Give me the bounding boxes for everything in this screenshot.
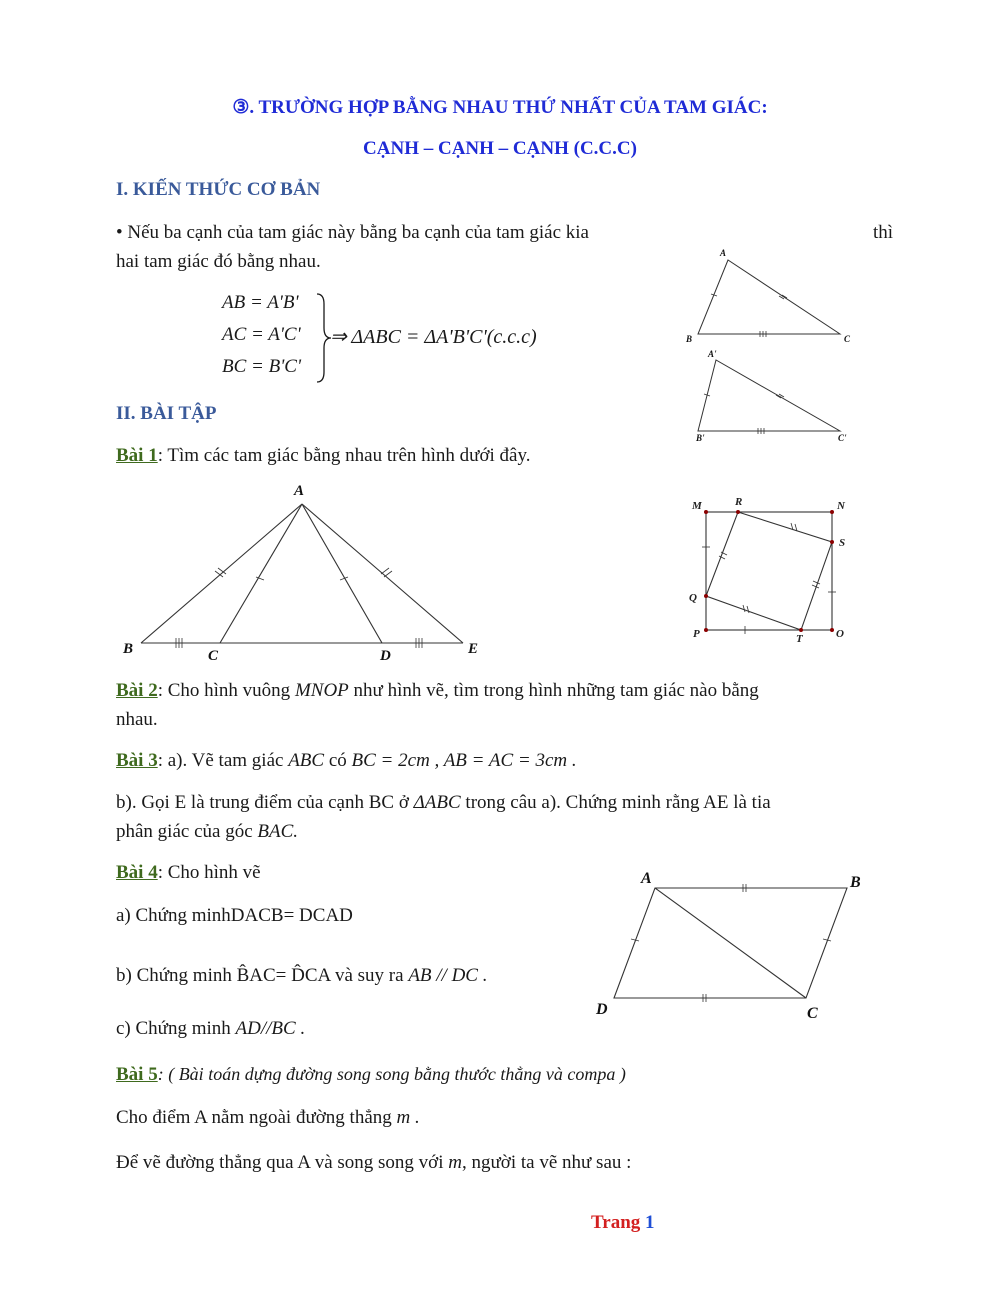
bai3-line2-b: trong câu a). Chứng minh rằng AE là tia xyxy=(465,792,771,813)
bai4-c-text: c) Chứng minh xyxy=(116,1018,231,1039)
formula-eq3: BC = B'C' xyxy=(222,356,302,377)
bai2-label-s: S xyxy=(839,537,846,549)
bai1-label-e: E xyxy=(468,641,479,657)
bai5-line2 xyxy=(116,1148,631,1177)
bai2-label-t: T xyxy=(796,633,803,645)
bai2-label-p: P xyxy=(693,628,700,640)
bai2-label: Bài 2 xyxy=(116,680,158,701)
bai2-line1 xyxy=(116,676,759,705)
bai5-label: Bài 5 xyxy=(116,1064,158,1085)
bai4-parallelogram-figure xyxy=(590,862,875,1027)
bai4-a xyxy=(116,901,353,930)
theorem-statement-line2: hai tam giác đó bằng nhau. xyxy=(116,251,321,272)
bai3-text-a: : a). Vẽ tam giác xyxy=(157,750,284,771)
section-heading-exercises: II. BÀI TẬP xyxy=(116,403,217,424)
bai4-text: : Cho hình vẽ xyxy=(157,862,261,883)
bai1-label-a: A xyxy=(294,483,305,499)
bai5-line2-b: , người ta vẽ như sau : xyxy=(461,1152,632,1173)
bai3-math4: BAC. xyxy=(257,821,299,842)
formula-eq1: AB = A'B' xyxy=(222,292,299,313)
bai5-line2-a: Để vẽ đường thẳng qua A và song song với xyxy=(116,1152,444,1173)
tri2-label-a: A' xyxy=(708,349,717,359)
section-heading-knowledge: I. KIẾN THỨC CƠ BẢN xyxy=(116,179,321,200)
bai3-line2-a: b). Gọi E là trung điểm của cạnh BC ở xyxy=(116,792,409,813)
bai5-line2-m: m xyxy=(448,1152,462,1173)
document-title-line1: ③. TRƯỜNG HỢP BẰNG NHAU THỨ NHẤT CỦA TAM GIÁC: xyxy=(232,97,768,118)
bai5-line1 xyxy=(116,1103,420,1132)
bai4-label-b: B xyxy=(850,874,861,891)
bai4-c xyxy=(116,1014,305,1043)
bai4-b xyxy=(116,961,487,990)
bai2-label-n: N xyxy=(837,500,845,512)
bai2-label-o: O xyxy=(836,628,844,640)
bai1-text: : Tìm các tam giác bằng nhau trên hình dưới đây. xyxy=(157,445,531,466)
bai5-line xyxy=(116,1060,626,1089)
tri2-label-b: B' xyxy=(696,433,705,443)
bai3-line2 xyxy=(116,788,771,817)
tri1-label-c: C xyxy=(844,334,851,344)
bai2-label-m: M xyxy=(692,500,702,512)
theorem-statement-then: thì xyxy=(873,222,894,243)
bai2-line2: nhau. xyxy=(116,709,158,730)
bai1-label-b: B xyxy=(123,641,134,657)
bai3-line1 xyxy=(116,746,577,775)
footer-label: Trang xyxy=(591,1212,641,1233)
bai3-label: Bài 3 xyxy=(116,750,158,771)
bai2-math: MNOP xyxy=(294,680,349,701)
page-footer xyxy=(591,1212,655,1234)
bai4-b-text2: và suy ra xyxy=(334,965,404,986)
document-title-line2: CẠNH – CẠNH – CẠNH (C.C.C) xyxy=(363,138,637,159)
bai2-square-figure xyxy=(685,492,855,652)
bai4-b-text: b) Chứng minh xyxy=(116,965,232,986)
bai5-line1-a: Cho điểm A nằm ngoài đường thẳng xyxy=(116,1107,392,1128)
bai4-b-math2: AB // DC . xyxy=(408,965,488,986)
congruent-triangles-figure xyxy=(680,245,870,450)
bai2-text-a: : Cho hình vuông xyxy=(157,680,291,701)
bai3-line3-a: phân giác của góc xyxy=(116,821,253,842)
bai4-a-text: a) Chứng minh xyxy=(116,905,231,926)
bai2-label-r: R xyxy=(735,496,743,508)
bai1-label-d: D xyxy=(380,648,391,664)
bai4-c-math: AD//BC . xyxy=(235,1018,306,1039)
bai5-line1-m: m . xyxy=(396,1107,420,1128)
bai4-label-d: D xyxy=(596,1001,608,1018)
bai1-line xyxy=(116,441,531,470)
theorem-statement-line1: • Nếu ba cạnh của tam giác này bằng ba cạnh của tam giác kia xyxy=(116,222,589,243)
footer-page-number: 1 xyxy=(645,1212,655,1233)
bai1-label: Bài 1 xyxy=(116,445,158,466)
tri2-label-c: C' xyxy=(838,433,847,443)
bai2-label-q: Q xyxy=(689,592,697,604)
bai3-line3 xyxy=(116,817,298,846)
bai1-label-c: C xyxy=(208,648,219,664)
bai4-a-math: DACB= DCAD xyxy=(230,905,353,926)
bai4-b-math1: B̂AC= D̂CA xyxy=(236,965,331,986)
bai4-label: Bài 4 xyxy=(116,862,158,883)
tri1-label-b: B xyxy=(686,334,693,344)
tri1-label-a: A xyxy=(720,248,727,258)
bai3-math1: ABC xyxy=(288,750,325,771)
bai3-math2: BC = 2cm , AB = AC = 3cm . xyxy=(351,750,577,771)
formula-conclusion: ⇒ ΔABC = ΔA'B'C'(c.c.c) xyxy=(330,326,537,348)
bai2-text-b: như hình vẽ, tìm trong hình những tam giác nào bằng xyxy=(353,680,759,701)
bai4-label-a: A xyxy=(641,870,652,887)
bai4-line xyxy=(116,858,261,887)
bai5-note: : ( Bài toán dựng đường song song bằng thước thẳng và compa ) xyxy=(157,1064,626,1084)
formula-eq2: AC = A'C' xyxy=(222,324,301,345)
bai3-text-b: có xyxy=(328,750,347,771)
bai4-label-c: C xyxy=(807,1005,818,1022)
bai3-math3: ΔABC xyxy=(413,792,461,813)
bai1-figure xyxy=(115,478,495,668)
